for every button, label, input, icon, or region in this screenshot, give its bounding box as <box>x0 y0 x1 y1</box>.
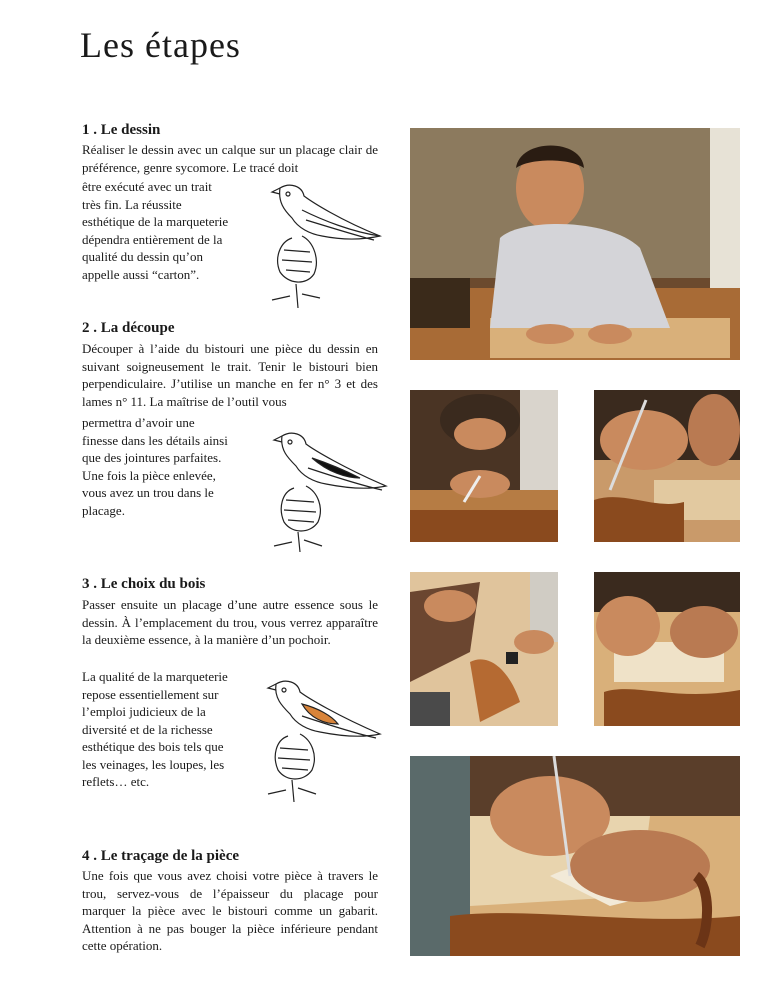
step-3-text-full: Passer ensuite un placage d’une autre essence sous le dessin. À l’emplacement du trou, vous verrez apparaître la deuxième essence, à la manière d’un pochoir. <box>82 597 378 647</box>
step-2-text-narrow-p2: Une fois la pièce enlevée, vous avez un trou dans le placage. <box>82 467 216 518</box>
step-1-text-narrow <box>82 178 232 283</box>
bird-drawing-icon <box>262 180 388 310</box>
photo-choosing-wood-1 <box>410 572 558 726</box>
step-2-text-full: Découper à l’aide du bistouri une pièce du dessin en suivant soigneusement le trait. Tenir le bistouri bien perpendiculaire. J’utilise un manche en fer n° 3 et des lames n° 11. La maîtrise de l’outil vous <box>82 341 378 409</box>
photo-cutting-2 <box>594 390 740 542</box>
photo-tracing-piece <box>410 756 740 956</box>
step-2-text <box>82 340 378 410</box>
goldfinch-sketch-3 <box>262 676 388 811</box>
step-4-text-full: Une fois que vous avez choisi votre pièce à travers le trou, servez-vous de l’épaisseur du placage pour marquer la pièce avec le bistouri comme un gabarit. Attention à ne pas bouger la pièce inférieure pendant cette opération. <box>82 868 378 953</box>
goldfinch-sketch-2 <box>268 428 394 559</box>
bird-drawing-icon <box>262 676 388 806</box>
page-title: Les étapes <box>80 25 241 65</box>
step-1-text-full: Réaliser le dessin avec un calque sur un placage clair de préférence, genre sycomore. Le tracé doit <box>82 142 378 175</box>
step-2-text-narrow <box>82 414 232 519</box>
photo-choosing-wood-2 <box>594 572 740 726</box>
step-3-text-narrow <box>82 668 232 791</box>
goldfinch-sketch-1 <box>262 180 388 315</box>
step-3-text-narrow-p: La qualité de la marqueterie repose essentiellement sur l’emploi judicieux de la diversité et de la richesse esthétique des bois tels que les veinages, les loupes, les reflets… etc. <box>82 669 228 789</box>
step-1-text-narrow-p: être exécuté avec un trait très fin. La réussite esthétique de la marqueterie dépendra entièrement de la qualité du dessin qu’on appelle aussi “carton”. <box>82 179 229 282</box>
photo-craftsman-at-bench <box>410 128 740 360</box>
step-1-heading: 1 . Le dessin <box>82 122 161 138</box>
step-1-text <box>82 141 378 176</box>
step-3-heading: 3 . Le choix du bois <box>82 576 206 592</box>
step-4-text <box>82 867 378 955</box>
step-4-heading: 4 . Le traçage de la pièce <box>82 848 240 864</box>
photo-cutting-1 <box>410 390 558 542</box>
step-2-heading: 2 . La découpe <box>82 320 175 336</box>
step-2-text-narrow-p1: permettra d’avoir une finesse dans les détails ainsi que des jointures parfaites. <box>82 415 228 465</box>
step-3-text <box>82 596 378 649</box>
bird-drawing-icon <box>268 428 394 554</box>
